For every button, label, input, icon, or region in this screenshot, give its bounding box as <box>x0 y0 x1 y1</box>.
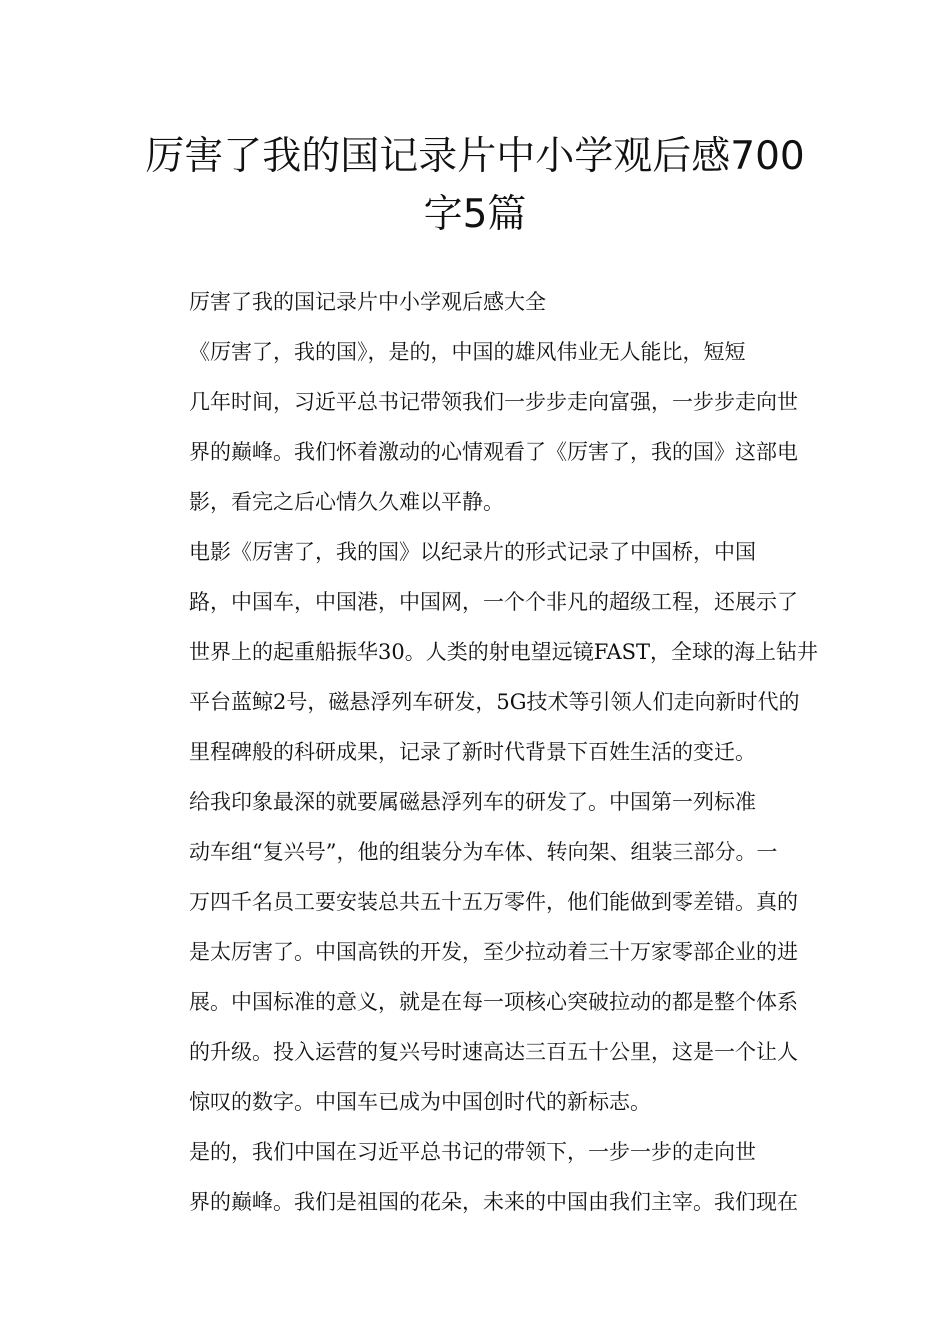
text-line: 路，中国车，中国港，中国网，一个个非凡的超级工程，还展示了 <box>189 590 798 614</box>
title-line-1: 厉害了我的国记录片中小学观后感700 <box>145 134 805 179</box>
text-line: 万四千名员工要安装总共五十五万零件，他们能做到零差错。真的 <box>189 890 798 914</box>
text-line: 《厉害了，我的国》，是的，中国的雄风伟业无人能比，短短 <box>189 340 746 364</box>
document-body <box>145 277 819 1227</box>
text-line: 电影《厉害了，我的国》以纪录片的形式记录了中国桥，中国 <box>189 540 756 564</box>
text-line: 厉害了我的国记录片中小学观后感大全 <box>189 290 546 314</box>
paragraph-subtitle <box>145 277 807 327</box>
title-line-2: 字5篇 <box>423 192 527 237</box>
text-line: 展。中国标准的意义，就是在每一项核心突破拉动的都是整个体系 <box>189 990 798 1014</box>
text-line: 世界上的起重船振华30。人类的射电望远镜FAST，全球的海上钻井 <box>189 640 819 664</box>
text-line: 界的巅峰。我们怀着激动的心情观看了《厉害了，我的国》这部电 <box>189 440 798 464</box>
text-line: 几年时间，习近平总书记带领我们一步步走向富强，一步步走向世 <box>189 390 798 414</box>
text-line: 动车组“复兴号”，他的组装分为车体、转向架、组装三部分。一 <box>189 840 778 864</box>
text-line: 界的巅峰。我们是祖国的花朵，未来的中国由我们主宰。我们现在 <box>189 1190 798 1214</box>
text-line: 是的，我们中国在习近平总书记的带领下，一步一步的走向世 <box>189 1140 756 1164</box>
text-line: 是太厉害了。中国高铁的开发，至少拉动着三十万家零部企业的进 <box>189 940 798 964</box>
paragraph-1 <box>145 327 807 527</box>
text-line: 给我印象最深的就要属磁悬浮列车的研发了。中国第一列标准 <box>189 790 756 814</box>
paragraph-2 <box>145 527 819 777</box>
text-line: 的升级。投入运营的复兴号时速高达三百五十公里，这是一个让人 <box>189 1040 798 1064</box>
text-line: 影，看完之后心情久久难以平静。 <box>189 490 504 514</box>
paragraph-3 <box>145 777 807 1127</box>
paragraph-4 <box>145 1127 807 1227</box>
text-line: 平台蓝鲸2号，磁悬浮列车研发，5G技术等引领人们走向新时代的 <box>189 690 800 714</box>
document-title <box>120 128 830 244</box>
text-line: 惊叹的数字。中国车已成为中国创时代的新标志。 <box>189 1090 651 1114</box>
text-line: 里程碑般的科研成果，记录了新时代背景下百姓生活的变迁。 <box>189 740 756 764</box>
